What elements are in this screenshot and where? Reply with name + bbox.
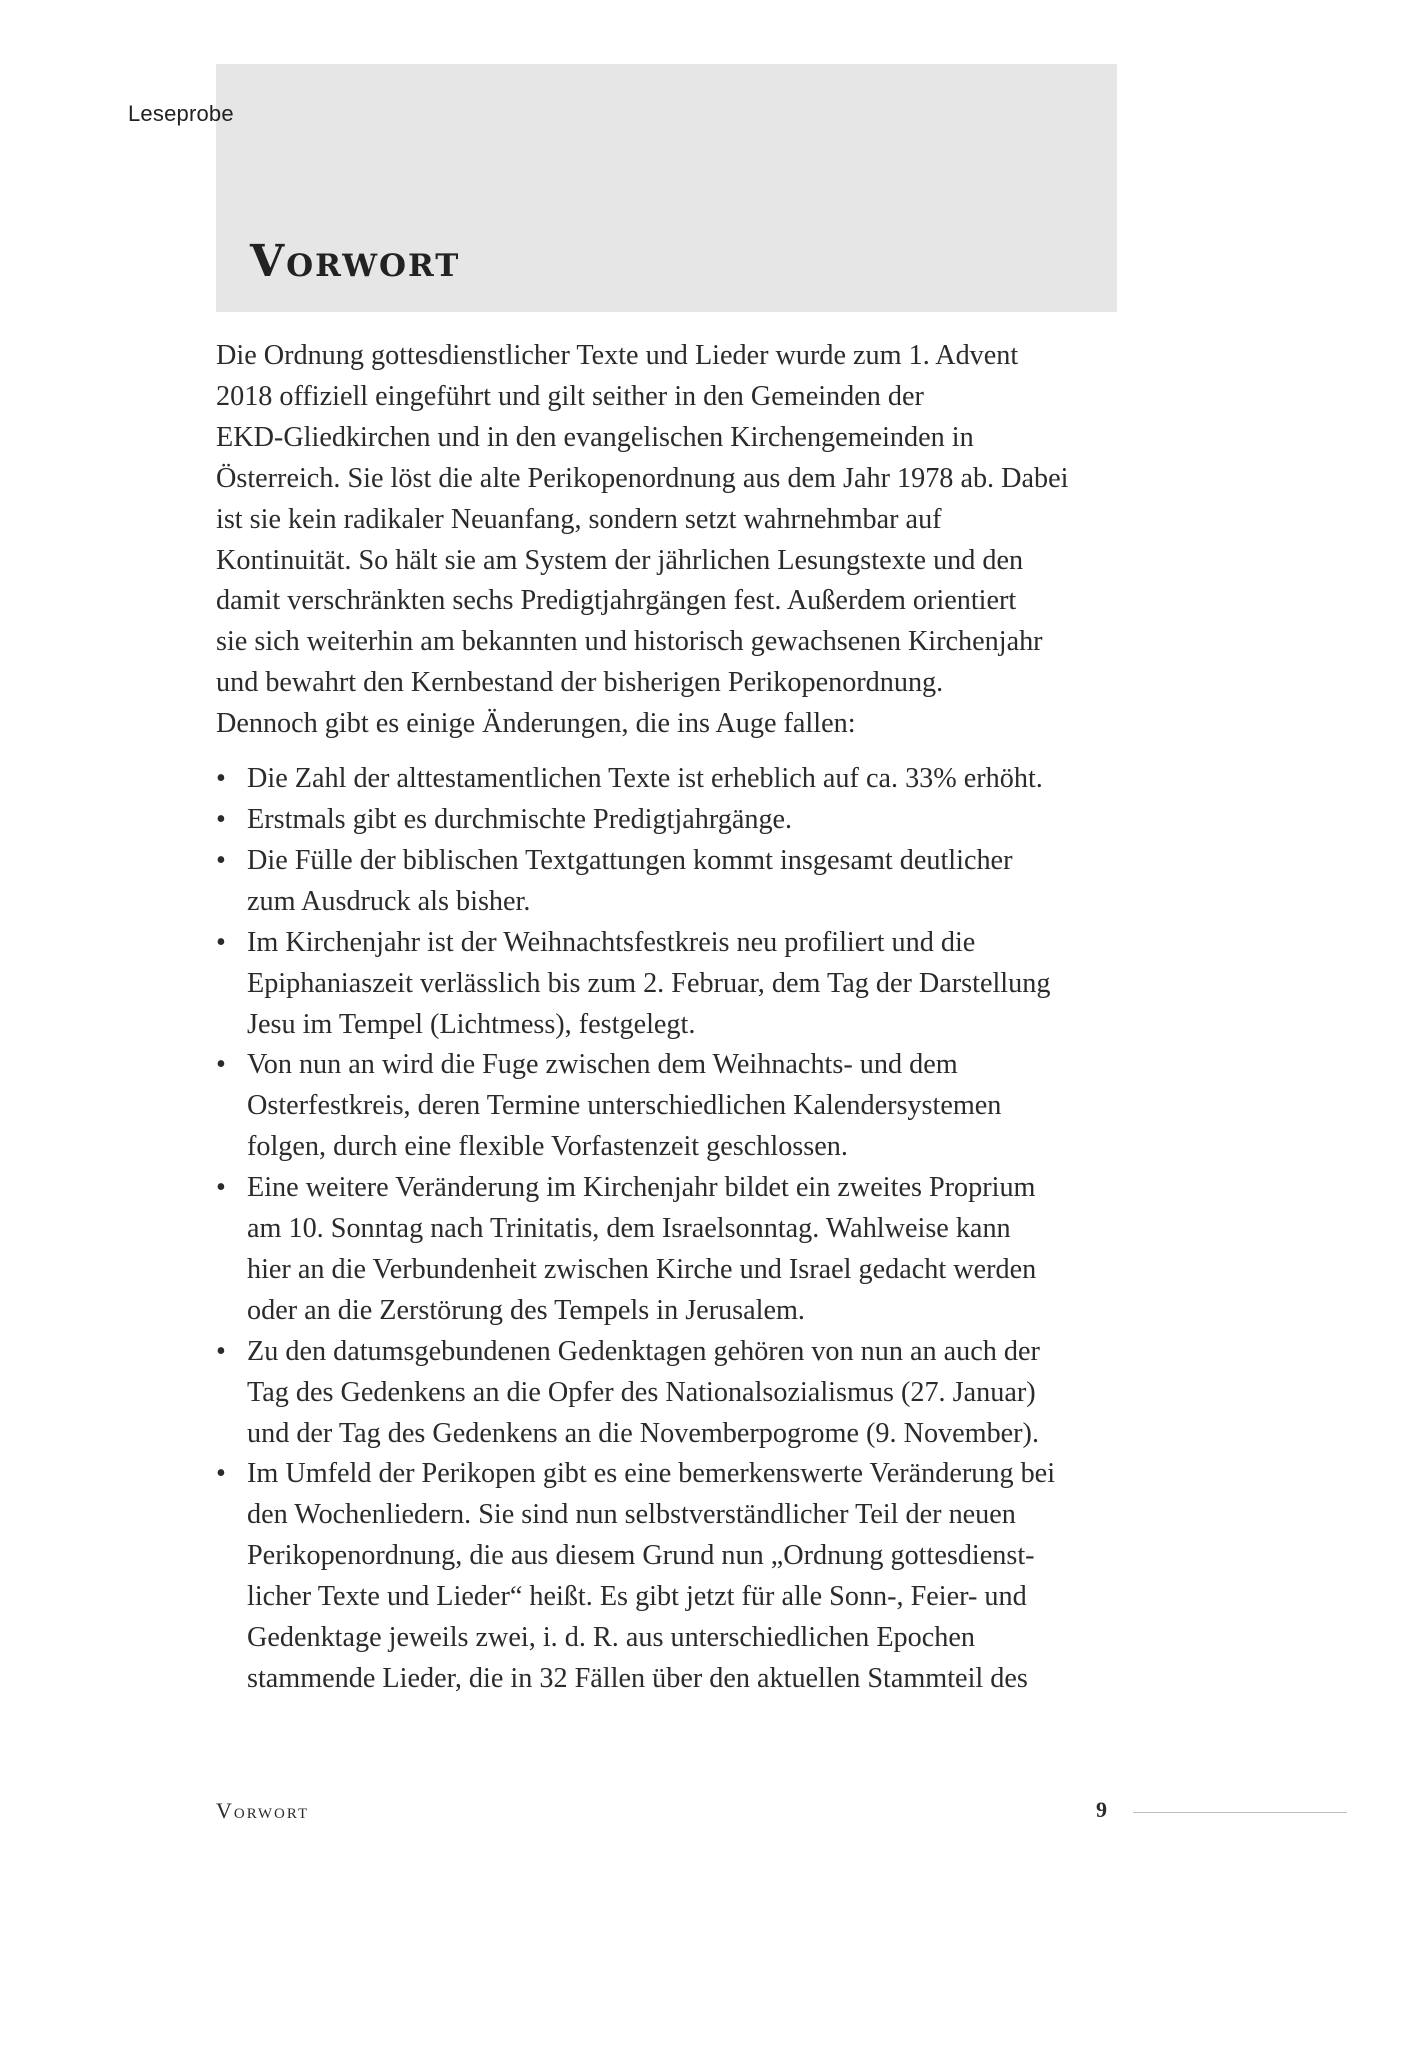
bullet-dot-icon: • bbox=[216, 1172, 226, 1204]
bullet-text: Im Kirchenjahr ist der Weihnachtsfestkreis neu profiliert und die Epiphaniaszeit verlässlich bis zum 2. Februar, dem Tag der Darstellung Jesu im Tempel (Lichtmess), festgelegt. bbox=[247, 926, 1051, 1040]
bullet-text: Von nun an wird die Fuge zwischen dem Weihnachts- und dem Osterfestkreis, deren Termine unterschiedlichen Kalendersystemen folgen, durch eine flexible Vorfastenzeit geschlossen. bbox=[247, 1049, 1002, 1163]
bullet-dot-icon: • bbox=[216, 1335, 226, 1367]
bullet-dot-icon: • bbox=[216, 803, 226, 835]
intro-paragraph: Die Ordnung gottesdienstlicher Texte und Lieder wurde zum 1. Advent 2018 offiziell eingeführt und gilt seither in den Gemeinden der EKD-Gliedkirchen und in den evangelischen Kirchengemeinden in Österreich. Sie löst die alte Perikopenordnung aus dem Jahr 1978 ab. Dabei ist sie kein radikaler Neuanfang, sondern setzt wahrnehmbar auf Kontinuität. So hält sie am System der jährlichen Lesungstexte und den damit verschränkten sechs Predigtjahrgängen fest. Außerdem orientiert sie sich weiterhin am bekannten und historisch gewachsenen Kirchenjahr und bewahrt den Kernbestand der bisherigen Perikopenordnung. Dennoch gibt es einige Änderungen, die ins Auge fallen: bbox=[216, 340, 1069, 740]
bullet-dot-icon: • bbox=[216, 1049, 226, 1081]
page-number: 9 bbox=[1096, 1797, 1107, 1822]
running-footer-title: Vorwort bbox=[216, 1798, 310, 1823]
bullet-text: Eine weitere Veränderung im Kirchenjahr bildet ein zweites Proprium am 10. Sonntag nach Trinitatis, dem Israelsonntag. Wahlweise kann hier an die Verbundenheit zwischen Kirche und Israel gedacht werden oder an die Zerstörung des Tempels in Jerusalem. bbox=[247, 1172, 1037, 1326]
bullet-item bbox=[216, 1332, 1122, 1455]
bullet-text: Die Zahl der alttestamentlichen Texte ist erheblich auf ca. 33% erhöht. bbox=[247, 763, 1043, 795]
bullet-item bbox=[216, 800, 1122, 841]
bullet-item bbox=[216, 1045, 1122, 1168]
bullet-dot-icon: • bbox=[216, 763, 226, 795]
bullet-text: Erstmals gibt es durchmischte Predigtjahrgänge. bbox=[247, 803, 793, 835]
bullet-dot-icon: • bbox=[216, 1458, 226, 1490]
bullet-item bbox=[216, 841, 1122, 923]
bullet-dot-icon: • bbox=[216, 926, 226, 958]
body-text bbox=[216, 336, 1122, 1700]
page-title: Vorwort bbox=[250, 236, 461, 287]
bullet-text: Zu den datumsgebundenen Gedenktagen gehören von nun an auch der Tag des Gedenkens an die Opfer des Nationalsozialismus (27. Januar) und der Tag des Gedenkens an die Novemberpogrome (9. November). bbox=[247, 1335, 1040, 1449]
bullet-item bbox=[216, 1168, 1122, 1332]
bullet-dot-icon: • bbox=[216, 844, 226, 876]
bullet-text: Im Umfeld der Perikopen gibt es eine bemerkenswerte Veränderung bei den Wochenliedern. Sie sind nun selbstverständlicher Teil der neuen Perikopenordnung, die aus diesem Grund nun „Ordnung gottesdienst- licher Texte und Lieder“ heißt. Es gibt jetzt für alle Sonn-, Feier- und Gedenktage jeweils zwei, i. d. R. aus unterschiedlichen Epochen stammende Lieder, die in 32 Fällen über den aktuellen Stammteil des bbox=[247, 1458, 1056, 1694]
bullet-item bbox=[216, 1454, 1122, 1699]
bullet-item bbox=[216, 923, 1122, 1046]
footer-rule-divider bbox=[1133, 1812, 1347, 1813]
bullet-text: Die Fülle der biblischen Textgattungen kommt insgesamt deutlicher zum Ausdruck als bisher. bbox=[247, 844, 1013, 917]
bullet-list bbox=[216, 759, 1122, 1700]
bullet-item bbox=[216, 759, 1122, 800]
leseprobe-label: Leseprobe bbox=[128, 101, 234, 126]
